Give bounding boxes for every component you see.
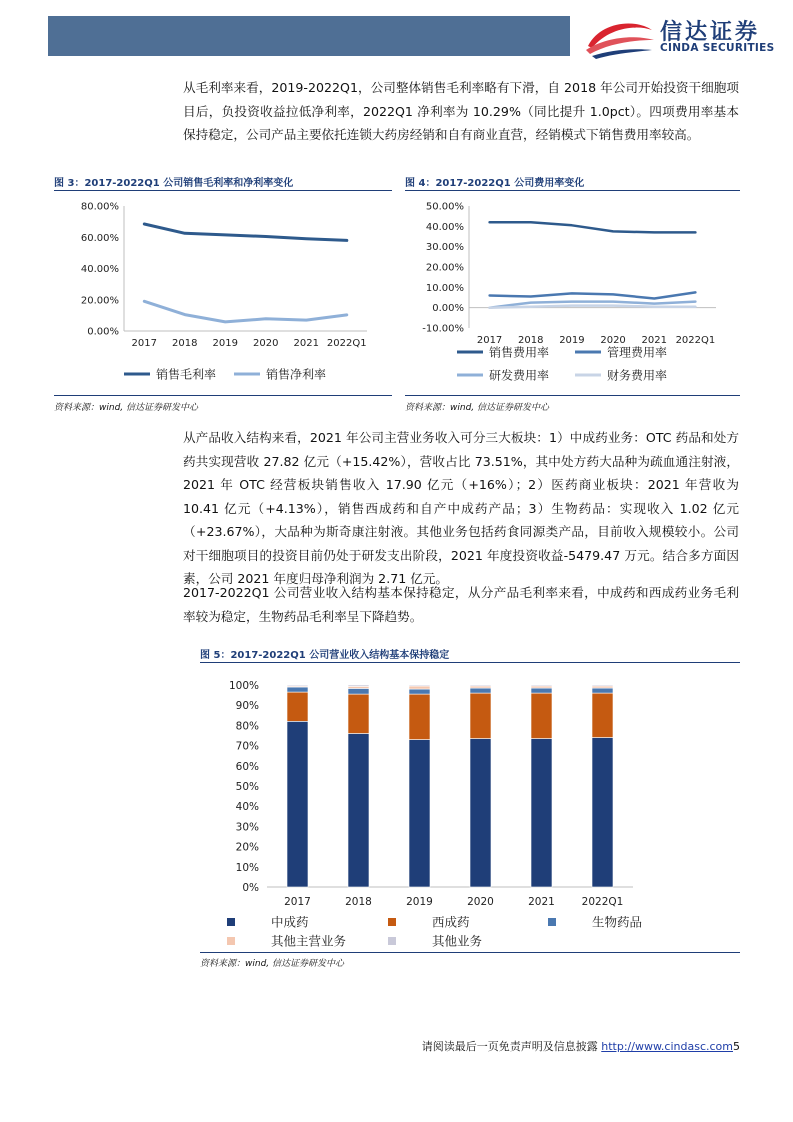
page-footer <box>400 1038 740 1054</box>
paragraph-revenue-stability: 2017-2022Q1 公司营业收入结构基本保持稳定，从分产品毛利率来看，中成药和西成药业务毛利率较为稳定，生物药品毛利率呈下降趋势。 <box>183 585 739 624</box>
x-tick-label: 2020 <box>467 896 494 908</box>
x-tick-label: 2022Q1 <box>326 338 367 349</box>
y-tick-label: 80% <box>235 720 259 733</box>
legend-label: 中成药 <box>271 914 309 930</box>
y-tick-label: 30.00% <box>425 242 464 254</box>
figure-4-title: 图 4：2017-2022Q1 公司费用率变化 <box>405 178 585 189</box>
series-line-1 <box>490 222 696 232</box>
legend-label: 西成药 <box>432 914 470 930</box>
figure-4-title-rule <box>405 190 740 191</box>
x-tick-label: 2020 <box>600 335 626 346</box>
series-line-1 <box>144 224 346 240</box>
y-tick-label: 0% <box>242 882 259 894</box>
legend-label: 销售费用率 <box>489 345 550 360</box>
bar-segment-2 <box>531 693 552 738</box>
bar-segment-1 <box>592 738 613 887</box>
figure-4-source: 资料来源：wind, 信达证券研发中心 <box>405 403 550 413</box>
figure-3-chart <box>54 194 392 390</box>
series-line-2 <box>144 301 346 322</box>
legend-label: 其他主营业务 <box>271 933 347 949</box>
y-tick-label: 20% <box>235 841 259 854</box>
legend-label: 生物药品 <box>592 914 643 930</box>
bar-segment-3 <box>348 688 369 694</box>
bar-segment-2 <box>287 692 308 721</box>
y-tick-label: 70% <box>235 740 259 753</box>
page-number: 5 <box>733 1040 740 1053</box>
y-tick-label: 20.00% <box>80 295 119 307</box>
figure-5-title-rule <box>200 662 740 663</box>
y-tick-label: 100% <box>228 680 259 692</box>
y-tick-label: 40.00% <box>80 264 119 275</box>
legend-label: 研发费用率 <box>489 368 550 383</box>
figure-5-bottom-rule <box>200 952 740 953</box>
y-tick-label: 30% <box>235 821 259 834</box>
bar-segment-5 <box>531 685 552 686</box>
figure-5-source: 资料来源：wind, 信达证券研发中心 <box>200 959 345 969</box>
y-tick-label: 50% <box>235 781 259 793</box>
y-tick-label: 80.00% <box>80 201 119 213</box>
bar-segment-1 <box>531 739 552 887</box>
y-tick-label: 50.00% <box>425 201 464 213</box>
paragraph-revenue-structure: 从产品收入结构来看，2021 年公司主营业务收入可分三大板块：1）中成药业务：OTC 药品和处方药共实现营收 27.82 亿元（+15.42%），营收占比 73.51%，其中处方药大品种为疏血通注射液，2021 年 OTC 经营板块销售收入 17.90 亿元（+16%）；2）医药商业板块：2021 年营收为 10.41 亿元（+4.13%），销售西成药和自产中成药产品；3）生物药品：实现收入 1.02 亿元（+23.67%），大品种为斯奇康注射液。其他业务包括药食同源类产品，目前收入规模较小。公司对干细胞项目的投资目前仍处于研发支出阶段，2021 年度投资收益-5479.47 万元。结合多方面因素，公司 2021 年度归母净利润为 2.71 亿元。 <box>183 430 739 586</box>
paragraph-margin-analysis: 从毛利率来看，2019-2022Q1，公司整体销售毛利率略有下滑，自 2018 年公司开始投资干细胞项目后，负投资收益拉低净利率，2022Q1 净利率为 10.29%（同比提升 1.0pct）。四项费用率基本保持稳定，公司产品主要依托连锁大药房经销和自有商业直营，经销模式下销售费用率较高。 <box>183 80 739 142</box>
bar-segment-5 <box>287 685 308 686</box>
x-tick-label: 2022Q1 <box>581 896 624 908</box>
bar-segment-4 <box>531 686 552 688</box>
bar-segment-2 <box>348 694 369 733</box>
y-tick-label: 10.00% <box>425 282 464 294</box>
y-tick-label: 40.00% <box>425 221 464 233</box>
y-tick-label: 0.00% <box>87 326 119 338</box>
bar-segment-5 <box>348 685 369 686</box>
x-tick-label: 2020 <box>253 338 279 349</box>
bar-segment-4 <box>409 686 430 689</box>
bar-segment-2 <box>470 693 491 738</box>
legend-swatch <box>227 918 235 926</box>
bar-segment-4 <box>470 686 491 688</box>
x-tick-label: 2017 <box>476 335 503 346</box>
bar-segment-1 <box>348 733 369 887</box>
figure-5-chart <box>200 666 740 950</box>
x-tick-label: 2018 <box>518 335 544 346</box>
x-tick-label: 2019 <box>212 338 238 349</box>
legend-swatch <box>227 937 235 945</box>
legend-label: 销售净利率 <box>266 367 327 382</box>
bar-segment-5 <box>592 685 613 686</box>
y-tick-label: 0.00% <box>432 303 464 315</box>
bar-segment-2 <box>592 693 613 737</box>
bar-segment-5 <box>409 685 430 686</box>
figure-4-chart <box>405 194 740 390</box>
cinda-logo-icon <box>582 16 656 60</box>
bar-segment-4 <box>348 686 369 688</box>
y-tick-label: 10% <box>235 861 259 874</box>
x-tick-label: 2019 <box>406 896 433 908</box>
figure-4-bottom-rule <box>405 395 740 396</box>
legend-swatch <box>388 937 396 945</box>
y-tick-label: 60.00% <box>80 232 119 244</box>
bar-segment-2 <box>409 694 430 739</box>
y-tick-label: -10.00% <box>422 323 464 335</box>
y-tick-label: 60% <box>235 760 259 773</box>
bar-segment-3 <box>287 687 308 692</box>
bar-segment-5 <box>470 685 491 686</box>
y-tick-label: 20.00% <box>425 262 464 274</box>
logo-english-name: CINDA SECURITIES <box>660 42 775 54</box>
bar-segment-4 <box>592 686 613 688</box>
disclaimer-text: 请阅读最后一页免责声明及信息披露 <box>421 1040 598 1053</box>
x-tick-label: 2017 <box>284 896 311 908</box>
figure-3-source: 资料来源：wind, 信达证券研发中心 <box>54 403 199 413</box>
x-tick-label: 2021 <box>293 338 319 349</box>
bar-segment-1 <box>287 721 308 887</box>
figure-3-bottom-rule <box>54 395 392 396</box>
x-tick-label: 2019 <box>559 335 585 346</box>
legend-label: 财务费用率 <box>607 368 668 383</box>
header-bar <box>48 16 570 56</box>
bar-segment-1 <box>470 739 491 887</box>
y-tick-label: 90% <box>235 700 259 713</box>
figure-3-title-rule <box>54 190 392 191</box>
x-tick-label: 2018 <box>172 338 198 349</box>
figure-5-title: 图 5：2017-2022Q1 公司营业收入结构基本保持稳定 <box>200 650 450 661</box>
bar-segment-3 <box>531 688 552 693</box>
legend-swatch <box>548 918 556 926</box>
legend-swatch <box>388 918 396 926</box>
legend-label: 管理费用率 <box>607 345 668 360</box>
legend-label: 销售毛利率 <box>156 367 217 382</box>
legend-label: 其他业务 <box>432 933 483 949</box>
bar-segment-3 <box>470 688 491 693</box>
x-tick-label: 2022Q1 <box>675 335 716 346</box>
website-link[interactable]: http://www.cindasc.com <box>601 1040 733 1053</box>
bar-segment-3 <box>592 688 613 693</box>
x-tick-label: 2021 <box>641 335 667 346</box>
logo-chinese-name: 信达证券 <box>660 20 761 45</box>
x-tick-label: 2021 <box>528 896 555 908</box>
x-tick-label: 2017 <box>131 338 157 349</box>
bar-segment-1 <box>409 740 430 887</box>
figure-3-title: 图 3：2017-2022Q1 公司销售毛利率和净利率变化 <box>54 178 294 189</box>
x-tick-label: 2018 <box>345 896 372 908</box>
bar-segment-3 <box>409 689 430 694</box>
y-tick-label: 40% <box>235 801 259 814</box>
series-line-2 <box>490 292 696 298</box>
